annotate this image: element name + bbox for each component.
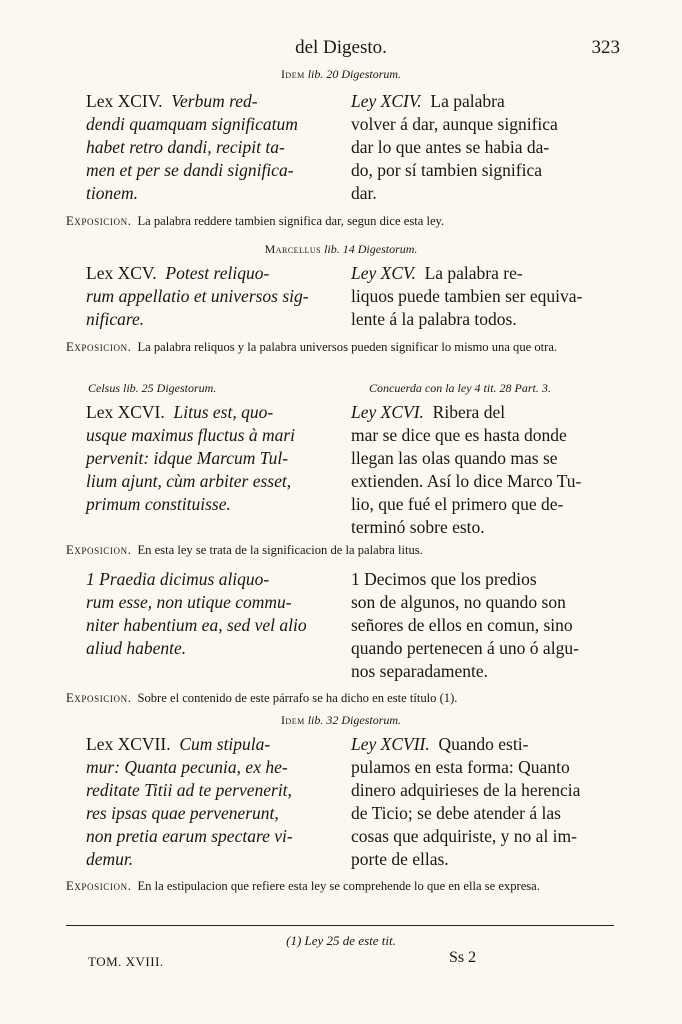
text-line: porte de ellas. (351, 849, 449, 869)
source-citation: Idem lib. 32 Digestorum. (280, 713, 402, 727)
text-line: niter habentium ea, sed vel alio (86, 615, 307, 635)
text-line: son de algunos, no quando son (351, 592, 566, 612)
text-line: demur. (86, 849, 134, 869)
text-line: reditate Titii ad te pervenerit, (86, 780, 292, 800)
text-line: men et per se dandi significa- (86, 160, 294, 180)
text-line: usque maximus fluctus à mari (86, 425, 296, 445)
footnote: (1) Ley 25 de este tit. (286, 933, 396, 948)
spanish-text (351, 733, 614, 871)
text-line: nificare. (86, 309, 145, 329)
text-line: rum esse, non utique commu- (86, 592, 292, 612)
text-line: Ley XCVII. Quando esti- (351, 734, 529, 754)
volume-label: TOM. XVIII. (88, 954, 164, 969)
text-line: pervenit: idque Marcum Tul- (86, 448, 289, 468)
spanish-text (351, 401, 614, 539)
exposicion: Exposicion. En esta ley se trata de la significacion de la palabra litus. (66, 543, 423, 557)
text-line: do, por sí tambien significa (351, 160, 543, 180)
spanish-text (351, 262, 614, 331)
exposicion: Exposicion. La palabra reliquos y la palabra universos pueden significar lo mismo una que otra. (66, 340, 558, 354)
text-line: Lex XCIV. Verbum red- (86, 91, 258, 111)
text-line: dinero adquirieses de la herencia (351, 780, 581, 800)
text-line: rum appellatio et universos sig- (86, 286, 309, 306)
text-line: nos separadamente. (351, 661, 489, 681)
text-line: 1 Praedia dicimus aliquo- (86, 569, 270, 589)
text-line: mar se dice que es hasta donde (351, 425, 567, 445)
text-line: Lex XCVII. Cum stipula- (86, 734, 271, 754)
text-line: lium ajunt, cùm arbiter esset, (86, 471, 292, 491)
page-number: 323 (591, 37, 620, 58)
text-line: Ley XCV. La palabra re- (351, 263, 523, 283)
text-line: quando pertenecen á uno ó algu- (351, 638, 579, 658)
text-line: Lex XCVI. Litus est, quo- (86, 402, 274, 422)
text-line: primum constituisse. (86, 494, 231, 514)
text-line: señores de ellos en comun, sino (351, 615, 573, 635)
spanish-text (351, 568, 614, 683)
text-line: dar lo que antes se habia da- (351, 137, 550, 157)
text-line: volver á dar, aunque significa (351, 114, 558, 134)
text-line: de Ticio; se debe atender á las (351, 803, 561, 823)
text-line: Lex XCV. Potest reliquo- (86, 263, 270, 283)
source-citation-left: Celsus lib. 25 Digestorum. (88, 381, 217, 395)
text-line: aliud habente. (86, 638, 187, 658)
text-line: habet retro dandi, recipit ta- (86, 137, 285, 157)
latin-text (86, 733, 332, 871)
running-head: del Digesto. (295, 37, 387, 58)
latin-text (86, 262, 332, 331)
text-line: non pretia earum spectare vi- (86, 826, 293, 846)
exposicion: Exposicion. En la estipulacion que refiere esta ley se comprehende lo que en ella se expresa. (66, 879, 540, 893)
text-line: lente á la palabra todos. (351, 309, 517, 329)
spanish-text (351, 90, 614, 205)
text-line: pulamos en esta forma: Quanto (351, 757, 570, 777)
text-line: Ley XCIV. La palabra (351, 91, 505, 111)
text-line: cosas que adquiriste, y no al im- (351, 826, 577, 846)
text-line: liquos puede tambien ser equiva- (351, 286, 583, 306)
text-line: 1 Decimos que los predios (351, 569, 537, 589)
text-line: dendi quamquam significatum (86, 114, 298, 134)
latin-text (86, 90, 332, 205)
text-line: res ipsas quae pervenerunt, (86, 803, 279, 823)
footnote-rule (66, 925, 614, 926)
text-line: dar. (351, 183, 377, 203)
concordance-note: Concuerda con la ley 4 tit. 28 Part. 3. (369, 381, 551, 395)
text-line: terminó sobre esto. (351, 517, 485, 537)
text-line: llegan las olas quando mas se (351, 448, 558, 468)
text-line: tionem. (86, 183, 139, 203)
latin-text (86, 401, 332, 516)
source-citation: Marcellus lib. 14 Digestorum. (264, 242, 418, 256)
exposicion: Exposicion. La palabra reddere tambien significa dar, segun dice esta ley. (66, 214, 445, 228)
text-line: extienden. Así lo dice Marco Tu- (351, 471, 582, 491)
exposicion: Exposicion. Sobre el contenido de este párrafo se ha dicho en este título (1). (66, 691, 458, 705)
latin-text (86, 568, 332, 660)
text-line: lio, que fué el primero que de- (351, 494, 564, 514)
signature-mark: Ss 2 (449, 949, 477, 966)
source-citation: Idem lib. 20 Digestorum. (280, 67, 402, 81)
text-line: mur: Quanta pecunia, ex he- (86, 757, 288, 777)
text-line: Ley XCVI. Ribera del (351, 402, 506, 422)
